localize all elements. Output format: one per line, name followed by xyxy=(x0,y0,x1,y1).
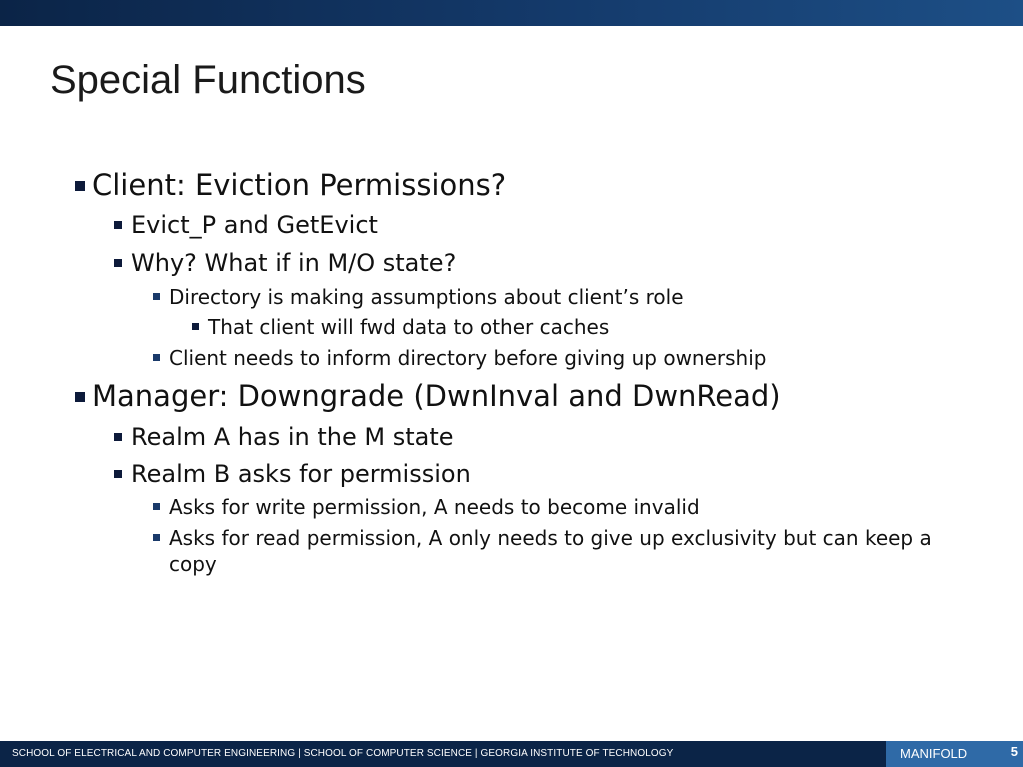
bullet-text: Client needs to inform directory before giving up ownership xyxy=(169,346,767,370)
bullet-level3 xyxy=(169,284,684,310)
square-bullet-icon xyxy=(114,433,122,441)
bullet-text: Realm A has in the M state xyxy=(131,423,454,451)
footer-label-box xyxy=(886,741,1023,767)
header-bar xyxy=(0,0,1023,26)
square-bullet-icon xyxy=(153,354,160,361)
bullet-level2 xyxy=(131,211,378,239)
bullet-level3 xyxy=(169,525,939,577)
bullet-text: Realm B asks for permission xyxy=(131,460,471,488)
page-number: 5 xyxy=(1010,744,1018,759)
bullet-level2 xyxy=(131,423,454,451)
bullet-text: Evict_P and GetEvict xyxy=(131,211,378,239)
square-bullet-icon xyxy=(153,503,160,510)
footer-label: MANIFOLD xyxy=(900,746,968,761)
bullet-text: Why? What if in M/O state? xyxy=(131,249,457,277)
footer-institution-text: SCHOOL OF ELECTRICAL AND COMPUTER ENGINEERING | SCHOOL OF COMPUTER SCIENCE | GEORGIA INSTITUTE OF TECHNOLOGY xyxy=(12,748,674,759)
square-bullet-icon xyxy=(75,181,85,191)
bullet-text: Asks for read permission, A only needs to give up exclusivity but can keep a copy xyxy=(169,526,932,576)
square-bullet-icon xyxy=(114,470,122,478)
square-bullet-icon xyxy=(114,221,122,229)
bullet-text: Directory is making assumptions about client’s role xyxy=(169,285,684,309)
slide-title: Special Functions xyxy=(50,58,366,102)
bullet-level1 xyxy=(92,379,781,413)
bullet-level3 xyxy=(169,345,766,371)
bullet-text: Client: Eviction Permissions? xyxy=(92,168,507,202)
footer-bar xyxy=(0,741,1023,767)
square-bullet-icon xyxy=(75,392,85,402)
bullet-level3 xyxy=(169,494,700,520)
bullet-level4 xyxy=(208,314,609,340)
bullet-level2 xyxy=(131,249,456,277)
square-bullet-icon xyxy=(192,323,199,330)
bullet-text: That client will fwd data to other caches xyxy=(208,315,610,339)
bullet-text: Asks for write permission, A needs to become invalid xyxy=(169,495,700,519)
square-bullet-icon xyxy=(114,259,122,267)
bullet-text: Manager: Downgrade (DwnInval and DwnRead) xyxy=(92,379,781,413)
square-bullet-icon xyxy=(153,293,160,300)
bullet-level1 xyxy=(92,168,506,202)
bullet-level2 xyxy=(131,460,471,488)
square-bullet-icon xyxy=(153,534,160,541)
